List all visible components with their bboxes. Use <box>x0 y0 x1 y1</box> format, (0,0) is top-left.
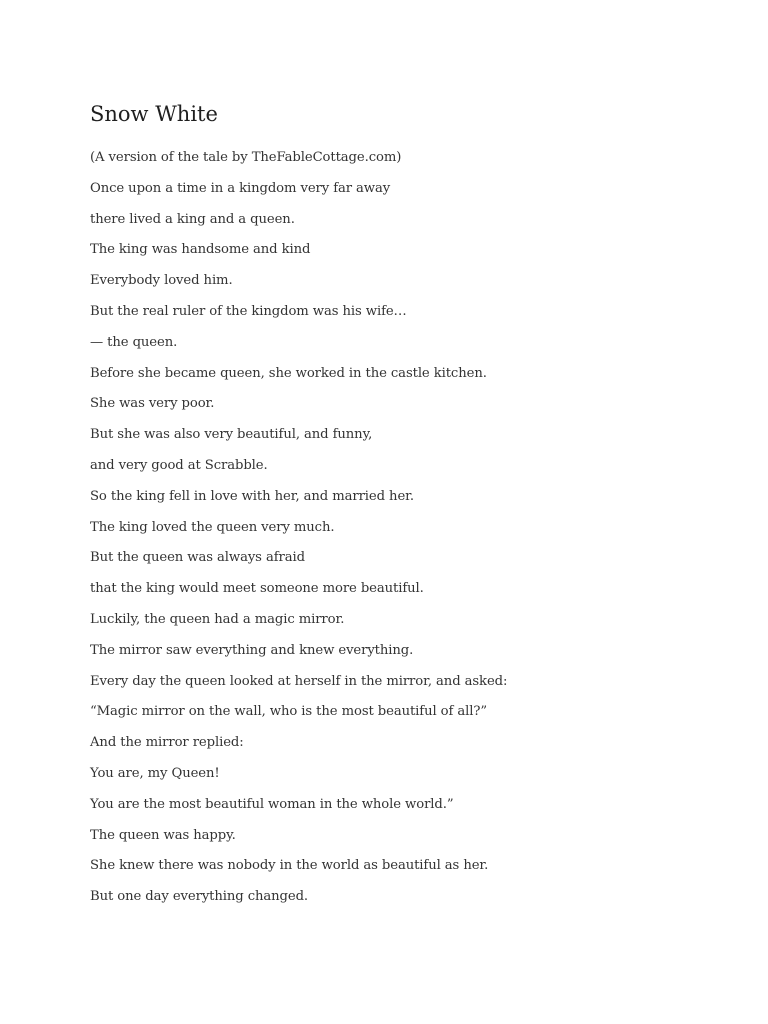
text-line: Once upon a time in a kingdom very far away <box>90 180 391 196</box>
text-line: Luckily, the queen had a magic mirror. <box>90 611 345 627</box>
document-page <box>90 0 730 1024</box>
text-line: She was very poor. <box>90 396 215 412</box>
text-line: So the king fell in love with her, and married her. <box>90 488 414 504</box>
text-line: “Magic mirror on the wall, who is the most beautiful of all?” <box>90 704 488 720</box>
text-line: But she was also very beautiful, and funny, <box>90 427 373 443</box>
text-line: You are, my Queen! <box>90 765 220 781</box>
text-line: The king loved the queen very much. <box>90 519 335 535</box>
document-title: Snow White <box>90 102 218 126</box>
text-line: Everybody loved him. <box>90 273 233 289</box>
text-line: that the king would meet someone more beautiful. <box>90 581 424 597</box>
text-line: — the queen. <box>90 334 178 350</box>
text-line: (A version of the tale by TheFableCottage.com) <box>90 150 402 165</box>
text-line: But one day everything changed. <box>90 889 309 905</box>
text-line: there lived a king and a queen. <box>90 211 295 227</box>
text-line: She knew there was nobody in the world as beautiful as her. <box>90 858 489 874</box>
story-text <box>90 143 507 913</box>
text-line: The king was handsome and kind <box>90 242 311 258</box>
text-line: The mirror saw everything and knew everything. <box>90 642 414 658</box>
text-line: And the mirror replied: <box>90 735 244 751</box>
text-line: You are the most beautiful woman in the whole world.” <box>90 796 454 812</box>
text-line: But the real ruler of the kingdom was his wife… <box>90 303 407 319</box>
text-line: But the queen was always afraid <box>90 550 305 566</box>
text-line: and very good at Scrabble. <box>90 457 268 473</box>
text-line: Every day the queen looked at herself in the mirror, and asked: <box>90 673 508 689</box>
text-line: Before she became queen, she worked in the castle kitchen. <box>90 365 487 381</box>
text-line: The queen was happy. <box>90 827 236 843</box>
